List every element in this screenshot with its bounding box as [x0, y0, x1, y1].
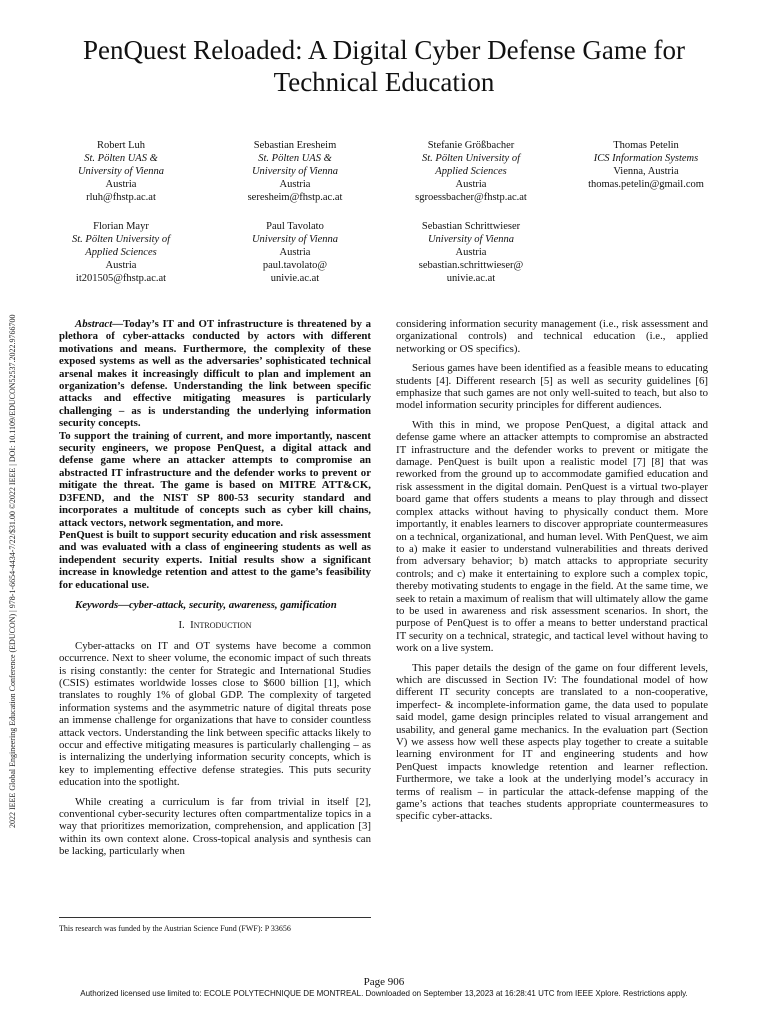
keywords: Keywords—cyber-attack, security, awareness, gamification — [75, 598, 337, 611]
author-name: Sebastian Eresheim — [253, 140, 337, 151]
author-affiliation: Applied Sciences — [435, 166, 507, 177]
author-name: Sebastian Schrittwieser — [421, 221, 521, 232]
author-card — [220, 220, 370, 285]
author-card — [46, 220, 196, 285]
author-affiliation: Applied Sciences — [85, 247, 157, 258]
author-country: Austria — [105, 260, 137, 271]
author-affiliation: University of Vienna — [251, 166, 339, 177]
page-number: Page 906 — [363, 976, 405, 988]
author-name: Thomas Petelin — [613, 140, 679, 151]
abstract-paragraph — [59, 318, 371, 430]
body-paragraph: Cyber-attacks on IT and OT systems have become a common occurrence. Next to sheer volume, the economic impact of such threats is rising constantly: the center for Strategic and International Studies (CSIS) estimates worldwide losses close to $600 billion [1], which translates to roughly 1% of global GDP. The complexity of targeted information systems and the asymmetric nature of digital threats pose an immense challenge for organizations that have to consider countless attack vectors. Understanding the link between specific attacks likely to occur and effective mitigating measures is particularly challenging – as is internalizing the underlying information security concepts, which is key to implementing effective defense strategies. This puts security education into the spotlight. — [59, 639, 371, 789]
author-country: Austria — [455, 247, 487, 258]
doi-side-note-text: 2022 IEEE Global Engineering Education Conference (EDUCON) | 978-1-6654-4434-7/22/$31.00 ©2022 IEEE | DOI: 10.1109/EDUCON52537.2022.9766700 — [8, 314, 17, 828]
body-paragraph: While creating a curriculum is far from trivial in itself [2], conventional cyber-security lectures often compartmentalize topics in a way that prioritizes memorization, comprehension, and application [3] within its own context alone. Cross-topical analysis and synthesis can be lacking, particularly when — [59, 795, 371, 858]
author-email: univie.ac.at — [270, 273, 320, 284]
author-email: rluh@fhstp.ac.at — [86, 192, 156, 203]
body-paragraph: This paper details the design of the game on four different levels, which are discussed in Section IV: The foundational model of how different IT security concepts are translated to a non-cooperative, imperfect- & incomplete-information game, the data used to populate said model, game design principles related to visual arrangement and usability, and general game mechanics. In the evaluation part (Section V) we assess how well these aspects play together to create a suitable learning environment for IT and engineering students and how PenQuest impacts knowledge retention and learner reflection. Furthermore, we take a look at the underlying model’s accuracy in terms of realism – in particular the attack-defense mapping of the game’s actions that teaches students appropriate countermeasures to specific cyber-attacks. — [396, 661, 708, 823]
body-paragraph: Serious games have been identified as a feasible means to educating students [4]. Different research [5] as well as security guidelines [6] emphasize that such games are not only well-suited to teach, but also to model information security principles for different audiences. — [396, 362, 708, 412]
left-column — [59, 318, 371, 865]
funding-footnote: This research was funded by the Austrian Science Fund (FWF): P 33656 — [59, 917, 371, 933]
body-paragraph: With this in mind, we propose PenQuest, a digital attack and defense game where an attacker attempts to compromise an abstracted IT infrastructure and the defender works to prevent or mitigate the damage. PenQuest is built upon a realistic model [7] [8] that was reworked from the ground up to accommodate gamified education and risk assessment in the digital domain. PenQuest is a virtual two-player board game that offers students a means to play through and dissect complex attacks without having to physically conduct them. More importantly, it enables learners to discover appropriate countermeasures on a technical, organizational, and human level. With PenQuest, we aim to a) make it easier to understand vulnerabilities and threats derived from adversary behavior; b) match attacks to appropriate security controls; and c) make it entertaining to explore such a complex topic, thereby motivating students to engage in the field. At the same time, we seek to retain a maximum of realism that will ultimately allow the game to be used in awareness and risk assessment scenarios. In short, the purpose of PenQuest is to offer a means to better understand practical IT security on a technical, strategic, and tactical level without having to work on a live system. — [396, 418, 708, 655]
author-country: Austria — [279, 179, 311, 190]
abstract-paragraph: PenQuest is built to support security education and risk assessment and was evaluated with a class of engineering students as well as independent security experts. Initial results show a significant increase in knowledge retention and attest to the game’s feasibility for educational use. — [59, 528, 371, 591]
author-name: Paul Tavolato — [266, 221, 324, 232]
body-paragraph: considering information security management (i.e., risk assessment and organizational controls) and technical education (i.e., applied networking or OS specifics). — [396, 318, 708, 355]
author-country: Austria — [279, 247, 311, 258]
author-card — [46, 139, 196, 204]
author-card — [396, 139, 546, 204]
author-country: Austria — [455, 179, 487, 190]
author-affiliation: St. Pölten UAS & — [258, 153, 332, 164]
author-email: univie.ac.at — [446, 273, 496, 284]
abstract — [59, 318, 371, 591]
author-name: Stefanie Größbacher — [427, 140, 515, 151]
author-email: thomas.petelin@gmail.com — [588, 179, 704, 190]
author-email: paul.tavolato@ — [262, 260, 328, 271]
author-email: it201505@fhstp.ac.at — [75, 273, 167, 284]
author-email: seresheim@fhstp.ac.at — [247, 192, 343, 203]
section-title: Introduction — [190, 619, 252, 632]
author-card — [396, 220, 546, 285]
author-email: sebastian.schrittwieser@ — [418, 260, 524, 271]
author-email: sgroessbacher@fhstp.ac.at — [415, 192, 527, 203]
abstract-label: Abstract — [75, 318, 113, 330]
author-name: Robert Luh — [96, 140, 146, 151]
author-affiliation: St. Pölten UAS & — [84, 153, 158, 164]
author-name: Florian Mayr — [93, 221, 149, 232]
section-heading — [59, 619, 371, 631]
author-affiliation: St. Pölten University of — [72, 234, 170, 245]
author-country: Austria — [105, 179, 137, 190]
author-country: Vienna, Austria — [613, 166, 679, 177]
author-affiliation: St. Pölten University of — [422, 153, 520, 164]
author-affiliation: University of Vienna — [251, 234, 339, 245]
author-affiliation: University of Vienna — [427, 234, 515, 245]
section-number: I. — [178, 619, 185, 632]
author-card — [571, 139, 721, 191]
paper-title: PenQuest Reloaded: A Digital Cyber Defense Game for Technical Education — [82, 35, 686, 97]
author-affiliation: ICS Information Systems — [593, 153, 699, 164]
abstract-paragraph: To support the training of current, and more importantly, nascent security engineers, we propose PenQuest, a digital attack and defense game where an attacker attempts to compromise an abstracted IT infrastructure and the defender works to prevent or mitigate the threat. The game is based on MITRE ATT&CK, D3FEND, and the NIST SP 800-53 security standard and incorporates a multitude of concepts such as cyber kill chains, attack vectors, network segmentation, and more. — [59, 429, 371, 529]
right-column — [396, 318, 708, 830]
doi-side-note — [8, 198, 22, 828]
author-card — [220, 139, 370, 204]
license-notice: Authorized licensed use limited to: ECOLE POLYTECHNIQUE DE MONTREAL. Downloaded on September 13,2023 at 16:28:41 UTC from IEEE Xplore. Restrictions apply. — [80, 989, 688, 998]
abstract-text: —Today’s IT and OT infrastructure is threatened by a plethora of cyber-attacks conducted by actors with different motivations and means. Furthermore, the complexity of these exposed systems as well as the adversaries’ sophisticated technical arsenal makes it increasingly difficult to plan and implement an organization’s defense. Understanding the link between specific attacks and effective mitigating measures is particularly challenging – as is understanding the underlying information security concepts. — [59, 318, 371, 430]
author-affiliation: University of Vienna — [77, 166, 165, 177]
